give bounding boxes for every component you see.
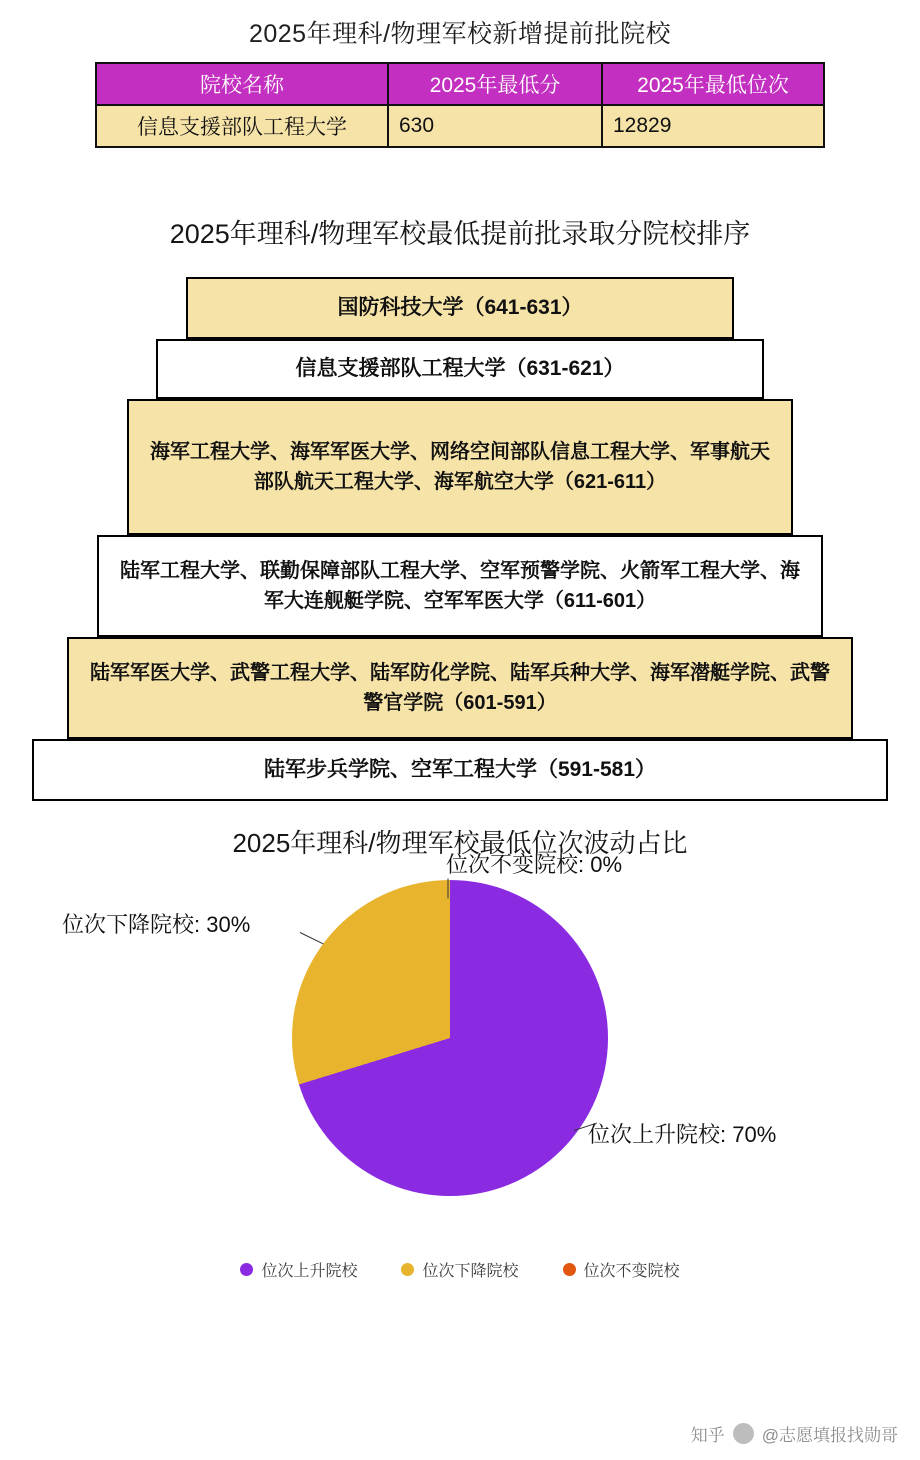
column-header-min-score: 2025年最低分 [388, 63, 602, 105]
cell-school-name: 信息支援部队工程大学 [96, 105, 388, 147]
cell-min-score: 630 [388, 105, 602, 147]
leader-line-unchanged [448, 879, 449, 899]
leader-line-down [300, 932, 324, 944]
pyramid-section [0, 212, 920, 801]
avatar [733, 1423, 754, 1444]
pyramid-row-5: 陆军军医大学、武警工程大学、陆军防化学院、陆军兵种大学、海军潜艇学院、武警警官学院（601-591） [67, 637, 853, 739]
pyramid-title: 2025年理科/物理军校最低提前批录取分院校排序 [169, 219, 751, 249]
pyramid-row-3: 海军工程大学、海军军医大学、网络空间部队信息工程大学、军事航天部队航天工程大学、海军航空大学（621-611） [127, 399, 793, 535]
column-header-min-rank: 2025年最低位次 [602, 63, 824, 105]
pie-section [0, 823, 920, 1293]
zhihu-logo-icon: 知乎 [690, 1426, 725, 1445]
legend-item-up [240, 1258, 357, 1281]
pie-label-up: 位次上升院校: 70% [588, 1122, 777, 1147]
pie-chart [292, 880, 608, 1196]
pie-label-down: 位次下降院校: 30% [62, 912, 251, 937]
column-header-school-name: 院校名称 [96, 63, 388, 105]
table-header-row [96, 63, 824, 105]
pyramid-row-4: 陆军工程大学、联勤保障部队工程大学、空军预警学院、火箭军工程大学、海军大连舰艇学院、空军军医大学（611-601） [97, 535, 823, 637]
new-schools-section [0, 0, 920, 148]
pie-chart-area [0, 852, 920, 1280]
legend-label-up: 位次上升院校 [261, 1263, 358, 1280]
table-title: 2025年理科/物理军校新增提前批院校 [248, 20, 672, 48]
pie-label-unchanged: 位次不变院校: 0% [446, 852, 623, 877]
pie-chart-title: 2025年理科/物理军校最低位次波动占比 [232, 828, 688, 858]
table-row [96, 105, 824, 147]
pie-legend [0, 1258, 920, 1281]
watermark-user: @志愿填报找勋哥 [761, 1426, 898, 1445]
legend-item-down [401, 1258, 518, 1281]
legend-swatch-down-icon [401, 1263, 414, 1276]
legend-swatch-unchanged-icon [563, 1263, 576, 1276]
cell-min-rank: 12829 [602, 105, 824, 147]
new-schools-table [95, 62, 825, 148]
legend-swatch-up-icon [240, 1263, 253, 1276]
watermark [691, 1421, 898, 1446]
pyramid-chart [0, 277, 920, 801]
legend-label-unchanged: 位次不变院校 [583, 1263, 680, 1280]
pyramid-row-2: 信息支援部队工程大学（631-621） [156, 339, 764, 399]
legend-item-unchanged [563, 1258, 680, 1281]
pyramid-row-1: 国防科技大学（641-631） [186, 277, 734, 339]
pyramid-row-6: 陆军步兵学院、空军工程大学（591-581） [32, 739, 888, 801]
legend-label-down: 位次下降院校 [422, 1263, 519, 1280]
